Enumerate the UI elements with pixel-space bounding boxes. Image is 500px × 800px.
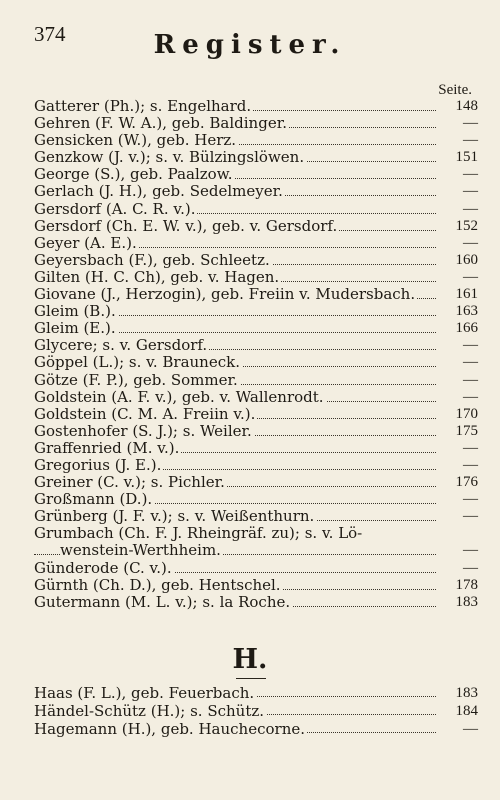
entry-page-number: 176: [455, 474, 478, 491]
register-entry: [34, 303, 478, 320]
entry-page-number: 160: [455, 251, 478, 268]
entry-page-number: —: [463, 491, 478, 508]
entry-name: Grumbach (Ch. F. J. Rheingräf. zu); s. v. Lö-: [34, 524, 363, 543]
register-entry: [34, 132, 478, 149]
register-entry: [34, 594, 478, 611]
register-entry: [34, 508, 478, 525]
entry-page-number: —: [463, 337, 478, 354]
entry-name: Haas (F. L.), geb. Feuerbach.: [34, 684, 255, 702]
register-entry: [34, 440, 478, 457]
register-entry: [34, 252, 478, 269]
register-entry: [34, 337, 478, 354]
entry-page-number: 166: [455, 320, 478, 337]
entry-name: Goldstein (A. F. v.), geb. v. Wallenrodt.: [34, 387, 324, 406]
entry-name: Giovane (J., Herzogin), geb. Freiin v. Mudersbach.: [34, 285, 416, 304]
entry-page-number: —: [463, 132, 478, 149]
entry-page-number: 183: [455, 685, 478, 701]
register-entry: [34, 218, 478, 235]
register-entry: [34, 166, 478, 183]
entry-page-number: 170: [455, 405, 478, 422]
register-entry: [34, 235, 478, 252]
entry-page-number: —: [463, 456, 478, 473]
register-entry: [34, 702, 478, 720]
page-number: 374: [34, 22, 66, 46]
register-entry: [34, 149, 478, 166]
entry-name: Gregorius (J. E.).: [34, 455, 162, 474]
entry-name: Götze (F. P.), geb. Sommer.: [34, 370, 238, 389]
entry-page-number: —: [463, 559, 478, 576]
entry-name: Genzkow (J. v.); s. v. Bülzingslöwen.: [34, 148, 305, 167]
register-entry: [34, 115, 478, 132]
entry-page-number: 184: [455, 703, 478, 719]
entry-name: Gleim (B.).: [34, 302, 116, 321]
entry-name: Gilten (H. C. Ch), geb. v. Hagen.: [34, 267, 280, 286]
entry-name: wenstein-Werthheim.: [60, 541, 221, 560]
entry-page-number: —: [463, 439, 478, 456]
entry-page-number: 161: [455, 286, 478, 303]
register-entry: [34, 577, 478, 594]
register-entry: [34, 684, 478, 702]
entry-name: Gutermann (M. L. v.); s. la Roche.: [34, 592, 291, 611]
entry-page-number: 183: [455, 593, 478, 610]
entry-name: Geyer (A. E.).: [34, 233, 137, 252]
page-column-label: Seite.: [438, 82, 472, 98]
entry-page-number: —: [463, 371, 478, 388]
register-entry: [34, 560, 478, 577]
entry-page-number: —: [463, 508, 478, 525]
entry-name: Gleim (E.).: [34, 319, 116, 338]
entry-page-number: 175: [455, 422, 478, 439]
register-entry-continuation: [34, 542, 478, 559]
entry-page-number: 178: [455, 576, 478, 593]
entry-name: Greiner (C. v.); s. Pichler.: [34, 473, 225, 492]
register-entry: [34, 406, 478, 423]
register-list-g: [34, 98, 478, 611]
register-entry: [34, 491, 478, 508]
entry-name: Gürnth (Ch. D.), geb. Hentschel.: [34, 575, 281, 594]
entry-name: Gatterer (Ph.); s. Engelhard.: [34, 97, 252, 115]
entry-name: Günderode (C. v.).: [34, 558, 172, 577]
entry-page-number: —: [463, 542, 478, 559]
entry-name: Gehren (F. W. A.), geb. Baldinger.: [34, 114, 287, 133]
entry-page-number: —: [463, 388, 478, 405]
entry-page-number: —: [463, 183, 478, 200]
entry-name: Gersdorf (A. C. R. v.).: [34, 199, 196, 218]
register-entry: [34, 474, 478, 491]
entry-page-number: 163: [455, 303, 478, 320]
entry-name: Großmann (D.).: [34, 490, 153, 509]
entry-name: Graffenried (M. v.).: [34, 438, 180, 457]
register-entry: [34, 269, 478, 286]
register-entry: [34, 354, 478, 371]
register-entry: [34, 372, 478, 389]
register-entry: [34, 286, 478, 303]
register-entry: [34, 525, 478, 542]
register-entry: [34, 457, 478, 474]
entry-page-number: 152: [455, 217, 478, 234]
entry-page-number: —: [463, 721, 478, 737]
entry-page-number: 148: [455, 98, 478, 114]
register-list-h: [34, 684, 478, 738]
register-entry: [34, 183, 478, 200]
entry-name: Göppel (L.); s. v. Brauneck.: [34, 353, 240, 372]
entry-name: Geyersbach (F.), geb. Schleetz.: [34, 250, 270, 269]
entry-name: Grünberg (J. F. v.); s. v. Weißenthurn.: [34, 507, 315, 526]
entry-name: Gersdorf (Ch. E. W. v.), geb. v. Gersdorf.: [34, 216, 338, 235]
entry-name: Händel-Schütz (H.); s. Schütz.: [34, 702, 265, 720]
entry-page-number: —: [463, 200, 478, 217]
entry-page-number: —: [463, 115, 478, 132]
register-entry: [34, 389, 478, 406]
register-entry: [34, 320, 478, 337]
entry-name: Gostenhofer (S. J.); s. Weiler.: [34, 421, 252, 440]
section-divider: [236, 678, 266, 679]
register-entry: [34, 201, 478, 218]
register-entry: [34, 98, 478, 115]
entry-name: Hagemann (H.), geb. Hauchecorne.: [34, 720, 305, 738]
page-title: Register.: [153, 30, 347, 60]
entry-page-number: —: [463, 166, 478, 183]
register-entry: [34, 720, 478, 738]
section-heading-h: H.: [232, 644, 268, 675]
entry-page-number: —: [463, 268, 478, 285]
entry-page-number: —: [463, 234, 478, 251]
entry-page-number: 151: [455, 149, 478, 166]
entry-name: Gensicken (W.), geb. Herz.: [34, 131, 237, 150]
entry-name: Gerlach (J. H.), geb. Sedelmeyer.: [34, 182, 283, 201]
entry-name: Glycere; s. v. Gersdorf.: [34, 336, 208, 355]
entry-name: George (S.), geb. Paalzow.: [34, 165, 233, 184]
register-entry: [34, 423, 478, 440]
entry-name: Goldstein (C. M. A. Freiin v.).: [34, 404, 256, 423]
entry-page-number: —: [463, 354, 478, 371]
